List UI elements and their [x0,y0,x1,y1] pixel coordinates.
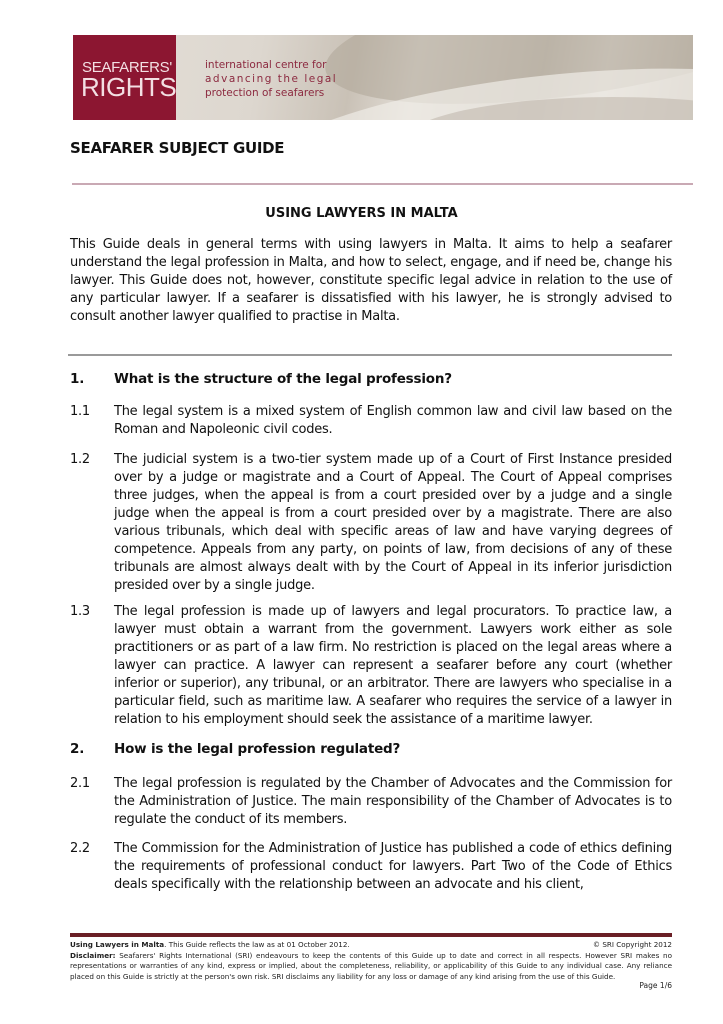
logo-line-2: RIGHTS [81,72,177,102]
logo-line-1: SEAFARERS' [82,59,172,76]
paragraph-number: 1.2 [70,452,90,467]
disclaimer-label: Disclaimer: [70,950,116,960]
paragraph-number: 1.3 [70,604,90,619]
footer-divider [70,933,672,937]
page-number: Page 1/6 [639,981,672,990]
footer-guide-info [70,940,350,951]
paragraph-number: 2.2 [70,841,90,856]
document-subtitle: USING LAWYERS IN MALTA [265,206,458,221]
section-title: How is the legal profession regulated? [114,741,401,757]
section-title: What is the structure of the legal profession? [114,371,452,387]
header-banner [73,35,693,120]
page-footer [70,940,672,982]
paragraph-1-1 [70,403,672,439]
tagline-line: advancing the legal [205,73,338,85]
paragraph-1-3 [70,603,672,729]
paragraph-1-2 [70,451,672,595]
paragraph-text: The legal profession is made up of lawyers and legal procurators. To practice law, a lawyer must obtain a warrant from the government. Lawyers work either as sole practitioners or as part of a law firm. No restriction is placed on the legal areas where a lawyer can practice. A lawyer can represent a seafarer before any court (whether inferior or superior), any tribunal, or an arbitrator. There are lawyers who specialise in a particular field, such as maritime law. A seafarer who requires the service of a lawyer in relation to his employment should seek the assistance of a maritime lawyer. [114,604,672,727]
title-divider [72,183,693,185]
document-title: SEAFARER SUBJECT GUIDE [70,139,285,157]
paragraph-2-1 [70,775,672,829]
intro-paragraph: This Guide deals in general terms with using lawyers in Malta. It aims to help a seafarer understand the legal profession in Malta, and how to select, engage, and if need be, change his lawyer. This Guide does not, however, constitute specific legal advice in relation to the use of any particular lawyer. If a seafarer is dissatisfied with his lawyer, he is strongly advised to consult another lawyer qualified to practise in Malta. [70,237,672,324]
footer-disclaimer [70,951,672,983]
paragraph-number: 1.1 [70,404,90,419]
paragraph-text: The legal system is a mixed system of English common law and civil law based on the Roman and Napoleonic civil codes. [114,404,672,437]
tagline-line: protection of seafarers [205,87,325,99]
paragraph-text: The Commission for the Administration of Justice has published a code of ethics defining the requirements of professional conduct for lawyers. Part Two of the Code of Ethics deals specifically with the relationship between an advocate and his client, [114,841,672,892]
section-number: 2. [70,741,85,757]
tagline [205,58,337,100]
tagline-line: international centre for [205,59,327,71]
footer-copyright: © SRI Copyright 2012 [592,940,672,949]
disclaimer-text: Seafarers' Rights International (SRI) endeavours to keep the contents of this Guide up to date and correct in all respects. However SRI makes no representations or warranties of any kind, express or implied, about the completeness, reliability, or applicability of this Guide to any individual case. Any reliance placed on this Guide is strictly at the person's own risk. SRI disclaims any liability for any loss or damage of any kind arising from the use of this Guide. [70,950,672,981]
paragraph-2-2 [70,840,672,894]
paragraph-number: 2.1 [70,776,90,791]
intro-divider [68,354,672,356]
footer-guide-name: Using Lawyers in Malta [70,940,165,949]
seafarers-rights-logo [73,35,176,120]
section-number: 1. [70,371,85,387]
paragraph-text: The judicial system is a two-tier system made up of a Court of First Instance presided over by a judge or magistrate and a Court of Appeal. The Court of Appeal comprises three judges, when the appeal is from a court presided over by a judge and a single judge when the appeal is from a court presided over by a magistrate. There are also various tribunals, which deal with specific areas of law and have varying degrees of competence. Appeals from any party, on points of law, from decisions of any of these tribunals are almost always dealt with by the Court of Appeal in its inferior jurisdiction presided over by a single judge. [114,452,672,593]
paragraph-text: The legal profession is regulated by the Chamber of Advocates and the Commission for the Administration of Justice. The main responsibility of the Chamber of Advocates is to regulate the conduct of its members. [114,776,672,827]
footer-law-date: . This Guide reflects the law as at 01 October 2012. [164,940,350,949]
